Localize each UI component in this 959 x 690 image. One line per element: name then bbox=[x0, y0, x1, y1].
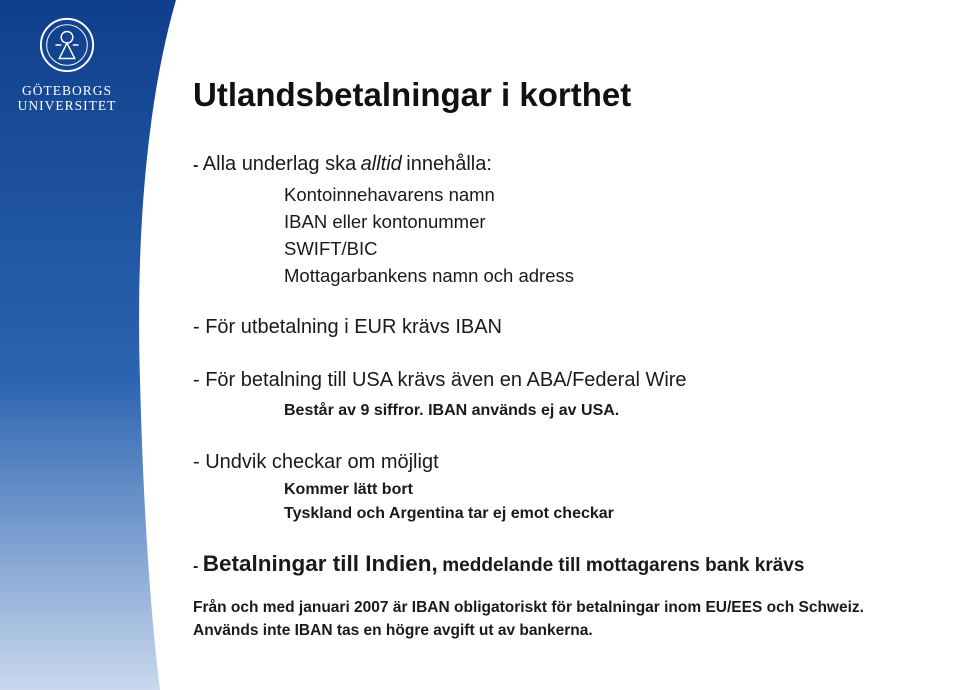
list-item: Mottagarbankens namn och adress bbox=[284, 265, 575, 286]
footer-line2: Används inte IBAN tas en högre avgift ut av bankerna. bbox=[193, 622, 593, 639]
section5-text bbox=[193, 551, 804, 577]
section5-lead: Betalningar till Indien, bbox=[202, 551, 438, 576]
section4-text: - Undvik checkar om möjligt bbox=[193, 451, 439, 473]
bullet-dash: - bbox=[193, 558, 199, 575]
list-item: Kommer lätt bort bbox=[284, 481, 413, 498]
lead-emphasis: alltid bbox=[360, 153, 402, 175]
list-item: Tyskland och Argentina tar ej emot checkar bbox=[284, 505, 614, 522]
logo-text-line2: UNIVERSITET bbox=[17, 98, 117, 113]
lead-text-end: innehålla: bbox=[406, 153, 492, 175]
section5-rest: meddelande till mottagarens bank krävs bbox=[442, 555, 805, 576]
section3-note: Består av 9 siffror. IBAN används ej av USA. bbox=[284, 402, 620, 419]
page-title: Utlandsbetalningar i korthet bbox=[193, 76, 632, 113]
section1-lead bbox=[193, 153, 492, 176]
lead-text: Alla underlag ska bbox=[202, 153, 357, 175]
list-item: Kontoinnehavarens namn bbox=[284, 184, 495, 205]
section2-text: - För utbetalning i EUR krävs IBAN bbox=[193, 316, 502, 338]
section3-text: - För betalning till USA krävs även en ABA/Federal Wire bbox=[193, 369, 687, 391]
footer-line1: Från och med januari 2007 är IBAN obligatoriskt för betalningar inom EU/EES och Schweiz. bbox=[193, 599, 864, 616]
university-logo bbox=[12, 16, 122, 113]
logo-text-line1: GÖTEBORGS bbox=[21, 83, 112, 98]
list-item: SWIFT/BIC bbox=[284, 238, 378, 259]
university-seal-icon bbox=[38, 16, 96, 74]
list-item: IBAN eller kontonummer bbox=[284, 211, 486, 232]
bullet-dash: - bbox=[193, 157, 199, 174]
